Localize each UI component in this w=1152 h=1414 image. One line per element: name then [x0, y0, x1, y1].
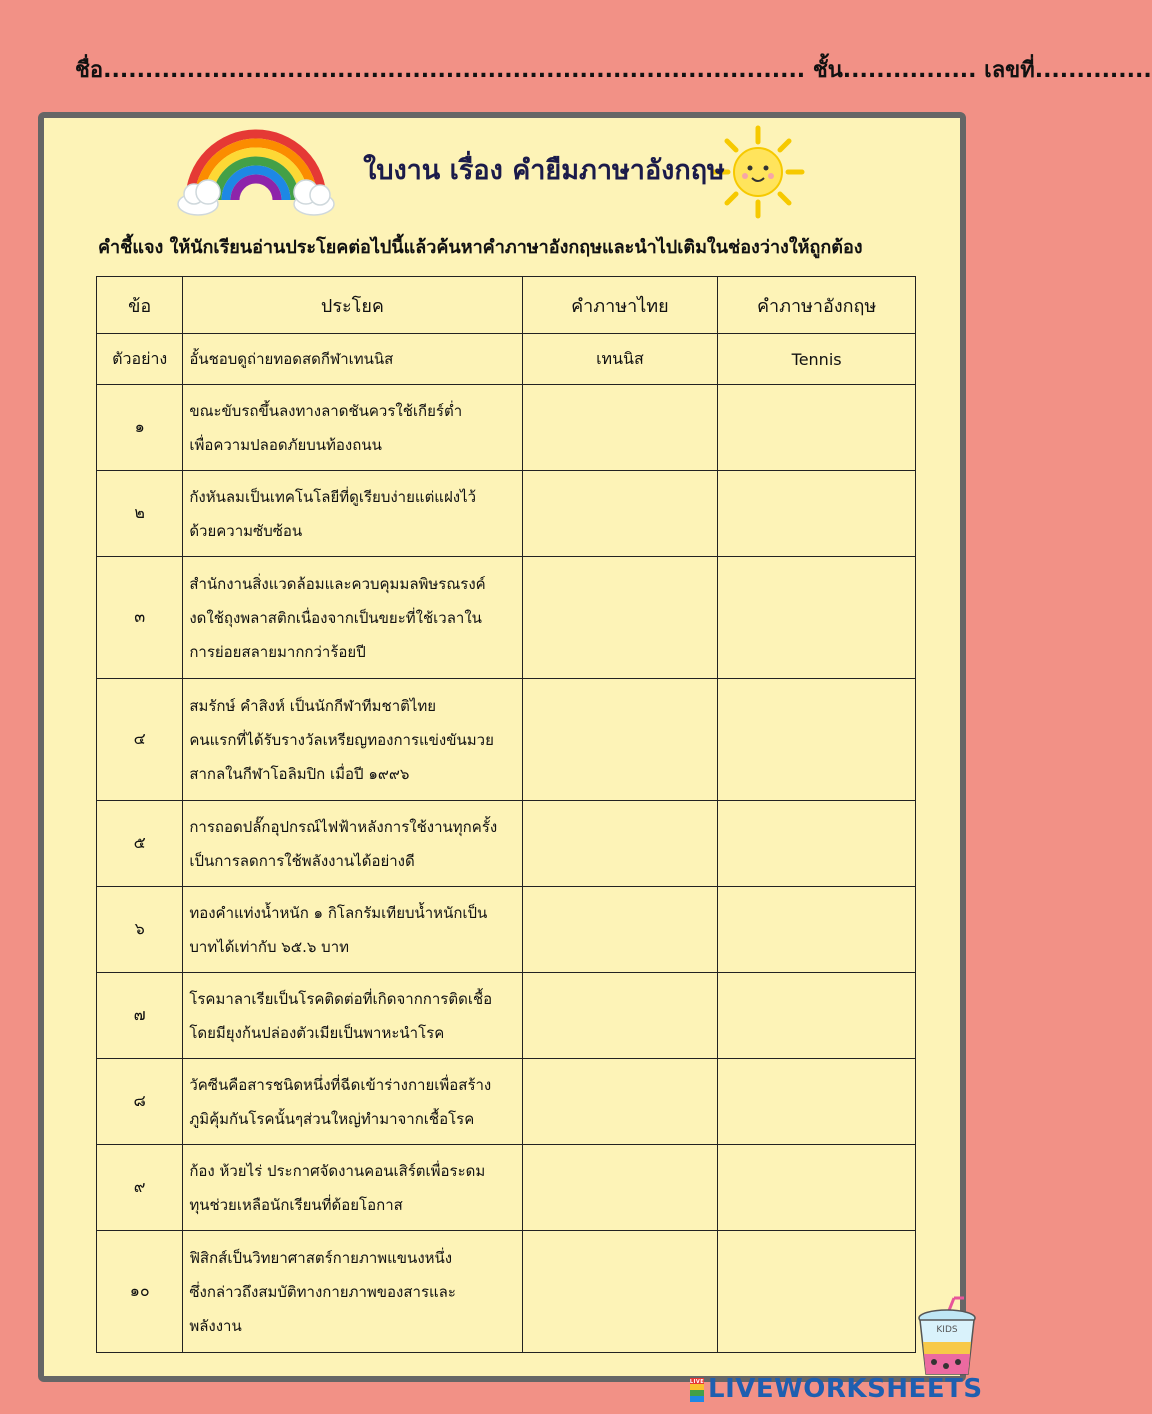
example-thai-word: เทนนิส	[522, 334, 718, 385]
table-row	[97, 973, 916, 1059]
table-row	[97, 471, 916, 557]
row-sentence	[183, 557, 522, 679]
table-row	[97, 557, 916, 679]
thai-word-answer-cell[interactable]	[522, 1059, 718, 1145]
row-sentence	[183, 887, 522, 973]
sentence-line: การย่อยสลายมากกว่าร้อยปี	[189, 642, 366, 661]
english-word-answer-cell[interactable]	[718, 887, 916, 973]
logo-letters: LIVE	[689, 1378, 705, 1385]
liveworksheets-brand[interactable]	[690, 1374, 990, 1404]
row-number: ๑	[97, 385, 183, 471]
row-number: ๘	[97, 1059, 183, 1145]
row-sentence	[183, 973, 522, 1059]
table-row	[97, 1145, 916, 1231]
sentence-line: ด้วยความซับซ้อน	[189, 521, 303, 540]
sentence-line: คนแรกที่ได้รับรางวัลเหรียญทองการแข่งขันมวย	[189, 730, 494, 749]
thai-word-answer-cell[interactable]	[522, 887, 718, 973]
english-word-answer-cell[interactable]	[718, 801, 916, 887]
english-word-answer-cell[interactable]	[718, 1145, 916, 1231]
sentence-line: ภูมิคุ้มกันโรคนั้นๆส่วนใหญ่ทำมาจากเชื้อโรค	[189, 1109, 475, 1128]
table-row	[97, 679, 916, 801]
sentence-line: การถอดปลั๊กอุปกรณ์ไฟฟ้าหลังการใช้งานทุกครั้ง	[189, 817, 498, 836]
example-english-word: Tennis	[718, 334, 916, 385]
thai-word-answer-cell[interactable]	[522, 471, 718, 557]
sentence-line: ทุนช่วยเหลือนักเรียนที่ด้อยโอกาส	[189, 1195, 403, 1214]
row-number: ๖	[97, 887, 183, 973]
loanword-table	[96, 276, 916, 1353]
thai-word-answer-cell[interactable]	[522, 973, 718, 1059]
row-sentence	[183, 679, 522, 801]
worksheet-panel	[38, 112, 966, 1382]
table-row	[97, 887, 916, 973]
row-sentence	[183, 471, 522, 557]
english-word-answer-cell[interactable]	[718, 557, 916, 679]
english-word-answer-cell[interactable]	[718, 973, 916, 1059]
english-word-answer-cell[interactable]	[718, 385, 916, 471]
rainbow-icon	[176, 124, 336, 220]
sentence-line: เพื่อความปลอดภัยบนท้องถนน	[189, 435, 382, 454]
sentence-line: โดยมียุงก้นปล่องตัวเมียเป็นพาหะนำโรค	[189, 1023, 445, 1042]
row-number: ๒	[97, 471, 183, 557]
liveworksheets-logo-icon	[690, 1378, 704, 1402]
instruction-text: คำชี้แจง ให้นักเรียนอ่านประโยคต่อไปนี้แล้วค้นหาคำภาษาอังกฤษและนำไปเติมในช่องว่างให้ถูกต้อง	[98, 237, 863, 258]
drink-cup-icon	[912, 1296, 982, 1378]
row-number: ๑๐	[97, 1231, 183, 1353]
row-number: ๗	[97, 973, 183, 1059]
example-label: ตัวอย่าง	[97, 334, 183, 385]
sentence-line: กังหันลมเป็นเทคโนโลยีที่ดูเรียบง่ายแต่แฝงไว้	[189, 487, 477, 506]
english-word-answer-cell[interactable]	[718, 679, 916, 801]
example-row	[97, 334, 916, 385]
sentence-line: เป็นการลดการใช้พลังงานได้อย่างดี	[189, 851, 415, 870]
table-row	[97, 385, 916, 471]
sentence-line: สมรักษ์ คำสิงห์ เป็นนักกีฬาทีมชาติไทย	[189, 696, 437, 715]
student-info-line: ชื่อ.................................................................................... ชั้น................ เลขที่..............	[75, 58, 1152, 83]
thai-word-answer-cell[interactable]	[522, 557, 718, 679]
row-number: ๙	[97, 1145, 183, 1231]
thai-word-answer-cell[interactable]	[522, 1145, 718, 1231]
header-thai-word: คำภาษาไทย	[522, 277, 718, 334]
sentence-line: บาทได้เท่ากับ ๖๕.๖ บาท	[189, 937, 350, 956]
english-word-answer-cell[interactable]	[718, 1059, 916, 1145]
english-word-answer-cell[interactable]	[718, 1231, 916, 1353]
header-english-word: คำภาษาอังกฤษ	[718, 277, 916, 334]
table-row	[97, 1059, 916, 1145]
sentence-line: ฟิสิกส์เป็นวิทยาศาสตร์กายภาพแขนงหนึ่ง	[189, 1248, 453, 1267]
row-sentence	[183, 1231, 522, 1353]
worksheet-title: ใบงาน เรื่อง คำยืมภาษาอังกฤษ	[363, 155, 725, 186]
sentence-line: สากลในกีฬาโอลิมปิก เมื่อปี ๑๙๙๖	[189, 764, 410, 783]
header-sentence: ประโยค	[183, 277, 522, 334]
sentence-line: ก้อง ห้วยไร่ ประกาศจัดงานคอนเสิร์ตเพื่อระดม	[189, 1161, 486, 1180]
thai-word-answer-cell[interactable]	[522, 679, 718, 801]
brand-wordmark: LIVEWORKSHEETS	[708, 1374, 983, 1404]
cup-label: KIDS	[936, 1325, 958, 1335]
table-row	[97, 801, 916, 887]
sentence-line: โรคมาลาเรียเป็นโรคติดต่อที่เกิดจากการติดเชื้อ	[189, 989, 493, 1008]
thai-word-answer-cell[interactable]	[522, 1231, 718, 1353]
sentence-line: ซึ่งกล่าวถึงสมบัติทางกายภาพของสารและ	[189, 1282, 456, 1301]
row-sentence	[183, 385, 522, 471]
sentence-line: พลังงาน	[189, 1316, 242, 1335]
header-number: ข้อ	[97, 277, 183, 334]
row-sentence	[183, 1059, 522, 1145]
row-sentence	[183, 1145, 522, 1231]
sentence-line: งดใช้ถุงพลาสติกเนื่องจากเป็นขยะที่ใช้เวลาใน	[189, 608, 482, 627]
sentence-line: ขณะขับรถขึ้นลงทางลาดชันควรใช้เกียร์ต่ำ	[189, 401, 463, 420]
table-row	[97, 1231, 916, 1353]
row-sentence	[183, 801, 522, 887]
thai-word-answer-cell[interactable]	[522, 801, 718, 887]
english-word-answer-cell[interactable]	[718, 471, 916, 557]
sentence-line: วัคซีนคือสารชนิดหนึ่งที่ฉีดเข้าร่างกายเพื่อสร้าง	[189, 1075, 492, 1094]
sentence-line: ทองคำแท่งน้ำหนัก ๑ กิโลกรัมเทียบน้ำหนักเป็น	[189, 903, 488, 922]
table-header-row	[97, 277, 916, 334]
example-sentence: อั้นชอบดูถ่ายทอดสดกีฬาเทนนิส	[183, 334, 522, 385]
thai-word-answer-cell[interactable]	[522, 385, 718, 471]
row-number: ๕	[97, 801, 183, 887]
row-number: ๓	[97, 557, 183, 679]
row-number: ๔	[97, 679, 183, 801]
sentence-line: สำนักงานสิ่งแวดล้อมและควบคุมมลพิษรณรงค์	[189, 574, 486, 593]
